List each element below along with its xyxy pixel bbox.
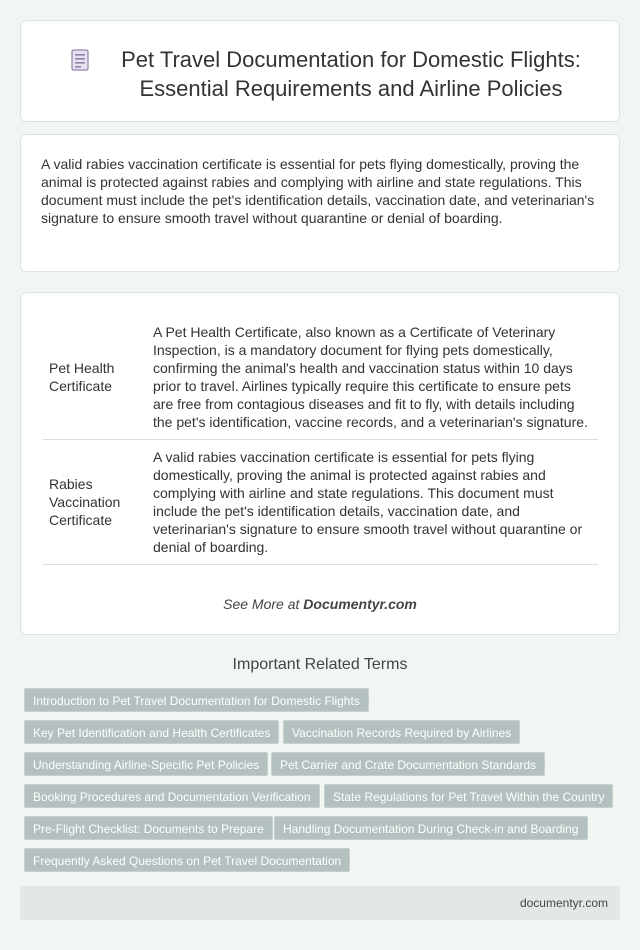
description-cell: A Pet Health Certificate, also known as a Certificate of Veterinary Inspection, is a mandatory document for flying pets domestically, confirming the animal's health and vaccination status within 10 days prior to travel. Airlines typically require this certificate to ensure pets are free from contagious diseases and fit to fly, with details including the pet's identification, vaccine records, and a veterinarian's signature.: [153, 315, 598, 440]
related-tag[interactable]: State Regulations for Pet Travel Within the Country: [324, 784, 613, 808]
table-row: [43, 315, 598, 440]
related-tag[interactable]: Handling Documentation During Check-in and Boarding: [274, 816, 588, 840]
table-row: [43, 440, 598, 565]
related-terms-heading: Important Related Terms: [232, 656, 408, 673]
page-title: Pet Travel Documentation for Domestic Flights: Essential Requirements and Airline Policies: [121, 47, 581, 101]
definitions-table: [43, 315, 598, 565]
see-more-prefix: See More at: [223, 596, 300, 612]
intro-paragraph: A valid rabies vaccination certificate is essential for pets flying domestically, proving the animal is protected against rabies and complying with airline and state regulations. This document must include the pet's identification details, vaccination date, and veterinarian's signature to ensure smooth travel without quarantine or denial of boarding.: [41, 156, 595, 226]
description-cell: A valid rabies vaccination certificate is essential for pets flying domestically, proving the animal is protected against rabies and complying with airline and state regulations. This document must include the pet's identification details, vaccination date, and veterinarian's signature to ensure smooth travel without quarantine or denial of boarding.: [153, 440, 598, 565]
related-tag[interactable]: Vaccination Records Required by Airlines: [283, 720, 520, 744]
term-cell: Pet Health Certificate: [43, 315, 153, 440]
related-tag[interactable]: Pet Carrier and Crate Documentation Standards: [271, 752, 545, 776]
related-tag[interactable]: Understanding Airline-Specific Pet Policies: [24, 752, 268, 776]
footer: [20, 886, 620, 920]
document-icon: [69, 49, 91, 73]
related-tag[interactable]: Pre-Flight Checklist: Documents to Prepare: [24, 816, 273, 840]
term-cell: Rabies Vaccination Certificate: [43, 440, 153, 565]
title-card: [20, 20, 620, 122]
intro-card: [20, 134, 620, 272]
related-tag[interactable]: Introduction to Pet Travel Documentation for Domestic Flights: [24, 688, 369, 712]
definitions-card: [20, 292, 620, 635]
footer-site[interactable]: documentyr.com: [519, 896, 608, 910]
related-tag[interactable]: Key Pet Identification and Health Certificates: [24, 720, 279, 744]
see-more-site[interactable]: Documentyr.com: [303, 596, 417, 612]
related-tag[interactable]: Frequently Asked Questions on Pet Travel Documentation: [24, 848, 350, 872]
see-more-link[interactable]: [21, 596, 619, 612]
related-tag[interactable]: Booking Procedures and Documentation Verification: [24, 784, 320, 808]
